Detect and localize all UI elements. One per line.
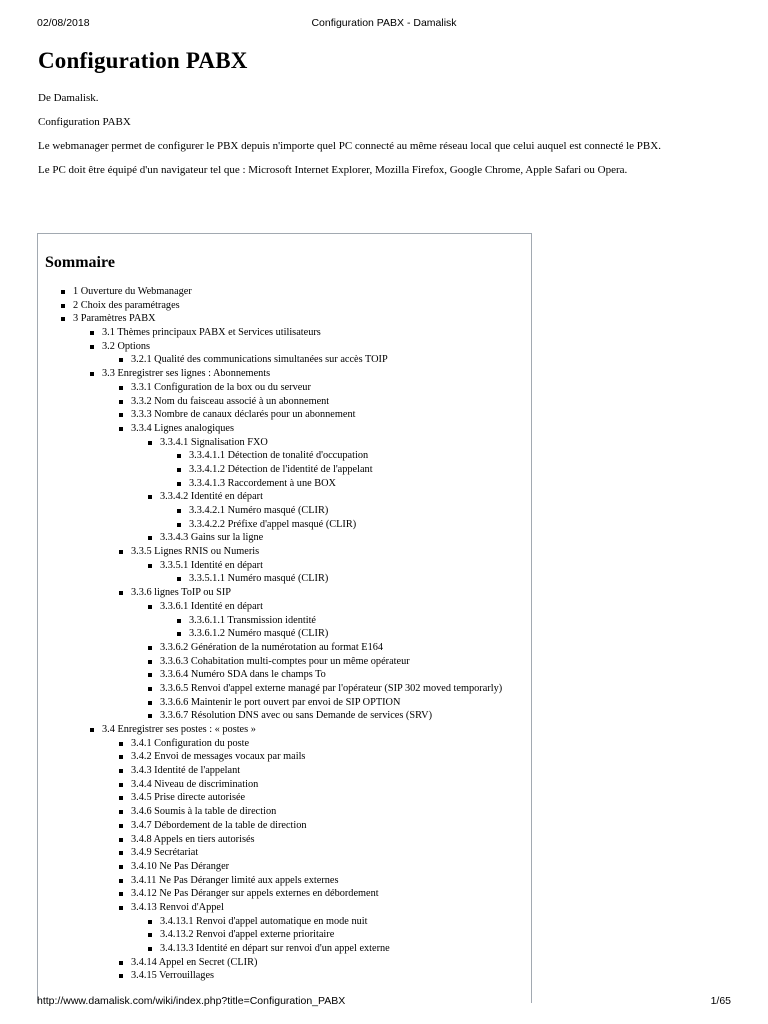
toc-item[interactable]: 3.3.4.1 Signalisation FXO: [38, 436, 531, 450]
toc-item[interactable]: 3.3.5.1.1 Numéro masqué (CLIR): [38, 572, 531, 586]
toc-item[interactable]: 3.3.6.2 Génération de la numérotation au format E164: [38, 641, 531, 655]
table-of-contents: [37, 233, 532, 1003]
toc-item[interactable]: 3.3 Enregistrer ses lignes : Abonnements: [38, 367, 531, 381]
toc-item[interactable]: 3.3.1 Configuration de la box ou du serveur: [38, 381, 531, 395]
toc-item[interactable]: 3.4.13.1 Renvoi d'appel automatique en mode nuit: [38, 915, 531, 929]
toc-item[interactable]: 3.3.4.3 Gains sur la ligne: [38, 531, 531, 545]
toc-item[interactable]: 3.4.7 Débordement de la table de direction: [38, 819, 531, 833]
print-footer: [37, 995, 731, 1009]
intro-paragraph: Le webmanager permet de configurer le PBX depuis n'importe quel PC connecté au même réseau local que celui auquel est connecté le PBX.: [38, 140, 661, 152]
toc-item[interactable]: 3.3.4.1.3 Raccordement à une BOX: [38, 477, 531, 491]
toc-item[interactable]: 3.4.8 Appels en tiers autorisés: [38, 833, 531, 847]
toc-item[interactable]: 3.3.6.3 Cohabitation multi-comptes pour un même opérateur: [38, 655, 531, 669]
toc-item[interactable]: 3.3.6.7 Résolution DNS avec ou sans Demande de services (SRV): [38, 709, 531, 723]
toc-item[interactable]: 3.3.5 Lignes RNIS ou Numeris: [38, 545, 531, 559]
toc-item[interactable]: 3.4.13.3 Identité en départ sur renvoi d'un appel externe: [38, 942, 531, 956]
toc-item[interactable]: 3.3.6.1.2 Numéro masqué (CLIR): [38, 627, 531, 641]
page-number: 1/65: [710, 995, 731, 1007]
requirements-paragraph: Le PC doit être équipé d'un navigateur tel que : Microsoft Internet Explorer, Mozilla Firefox, Google Chrome, Apple Safari ou Opera.: [38, 164, 628, 176]
toc-item[interactable]: 3.3.4.2 Identité en départ: [38, 490, 531, 504]
page-title: Configuration PABX: [38, 48, 248, 73]
toc-item[interactable]: 3 Paramètres PABX: [38, 312, 531, 326]
print-date: 02/08/2018: [37, 17, 90, 29]
toc-item[interactable]: 3.3.6.1.1 Transmission identité: [38, 614, 531, 628]
toc-item[interactable]: 3.3.3 Nombre de canaux déclarés pour un abonnement: [38, 408, 531, 422]
toc-item[interactable]: 3.4.11 Ne Pas Déranger limité aux appels externes: [38, 874, 531, 888]
toc-item[interactable]: 3.3.5.1 Identité en départ: [38, 559, 531, 573]
toc-item[interactable]: 3.4.13.2 Renvoi d'appel externe prioritaire: [38, 928, 531, 942]
toc-item[interactable]: 3.3.6 lignes ToIP ou SIP: [38, 586, 531, 600]
toc-item[interactable]: 3.4.3 Identité de l'appelant: [38, 764, 531, 778]
toc-item[interactable]: 3.4.14 Appel en Secret (CLIR): [38, 956, 531, 970]
print-url: http://www.damalisk.com/wiki/index.php?title=Configuration_PABX: [37, 995, 346, 1007]
toc-item[interactable]: 3.4.10 Ne Pas Déranger: [38, 860, 531, 874]
toc-item[interactable]: 3.3.6.1 Identité en départ: [38, 600, 531, 614]
toc-item[interactable]: 3.3.6.6 Maintenir le port ouvert par envoi de SIP OPTION: [38, 696, 531, 710]
toc-item[interactable]: 3.3.4.1.2 Détection de l'identité de l'appelant: [38, 463, 531, 477]
toc-item[interactable]: 3.4.5 Prise directe autorisée: [38, 791, 531, 805]
toc-list: [38, 285, 531, 983]
print-page-title: Configuration PABX - Damalisk: [311, 17, 457, 29]
toc-item[interactable]: 3.3.6.5 Renvoi d'appel externe managé par l'opérateur (SIP 302 moved temporarly): [38, 682, 531, 696]
toc-item[interactable]: 3.3.4.1.1 Détection de tonalité d'occupation: [38, 449, 531, 463]
toc-item[interactable]: 3.4.13 Renvoi d'Appel: [38, 901, 531, 915]
subtitle: Configuration PABX: [38, 116, 131, 128]
toc-item[interactable]: 3.4.6 Soumis à la table de direction: [38, 805, 531, 819]
toc-item[interactable]: 3.4.2 Envoi de messages vocaux par mails: [38, 750, 531, 764]
toc-item[interactable]: 3.4.1 Configuration du poste: [38, 737, 531, 751]
toc-item[interactable]: 3.4.4 Niveau de discrimination: [38, 778, 531, 792]
toc-title: Sommaire: [45, 254, 115, 271]
toc-item[interactable]: 3.3.4 Lignes analogiques: [38, 422, 531, 436]
toc-item[interactable]: 3.3.6.4 Numéro SDA dans le champs To: [38, 668, 531, 682]
toc-item[interactable]: 2 Choix des paramétrages: [38, 299, 531, 313]
toc-item[interactable]: 3.1 Thèmes principaux PABX et Services utilisateurs: [38, 326, 531, 340]
toc-item[interactable]: 3.4.9 Secrétariat: [38, 846, 531, 860]
toc-item[interactable]: 1 Ouverture du Webmanager: [38, 285, 531, 299]
print-header: [37, 17, 731, 31]
toc-item[interactable]: 3.2 Options: [38, 340, 531, 354]
toc-item[interactable]: 3.4 Enregistrer ses postes : « postes »: [38, 723, 531, 737]
toc-item[interactable]: 3.4.12 Ne Pas Déranger sur appels externes en débordement: [38, 887, 531, 901]
toc-item[interactable]: 3.3.2 Nom du faisceau associé à un abonnement: [38, 395, 531, 409]
toc-item[interactable]: 3.2.1 Qualité des communications simultanées sur accès TOIP: [38, 353, 531, 367]
toc-item[interactable]: 3.3.4.2.1 Numéro masqué (CLIR): [38, 504, 531, 518]
toc-item[interactable]: 3.4.15 Verrouillages: [38, 969, 531, 983]
toc-item[interactable]: 3.3.4.2.2 Préfixe d'appel masqué (CLIR): [38, 518, 531, 532]
from-line: De Damalisk.: [38, 92, 99, 104]
